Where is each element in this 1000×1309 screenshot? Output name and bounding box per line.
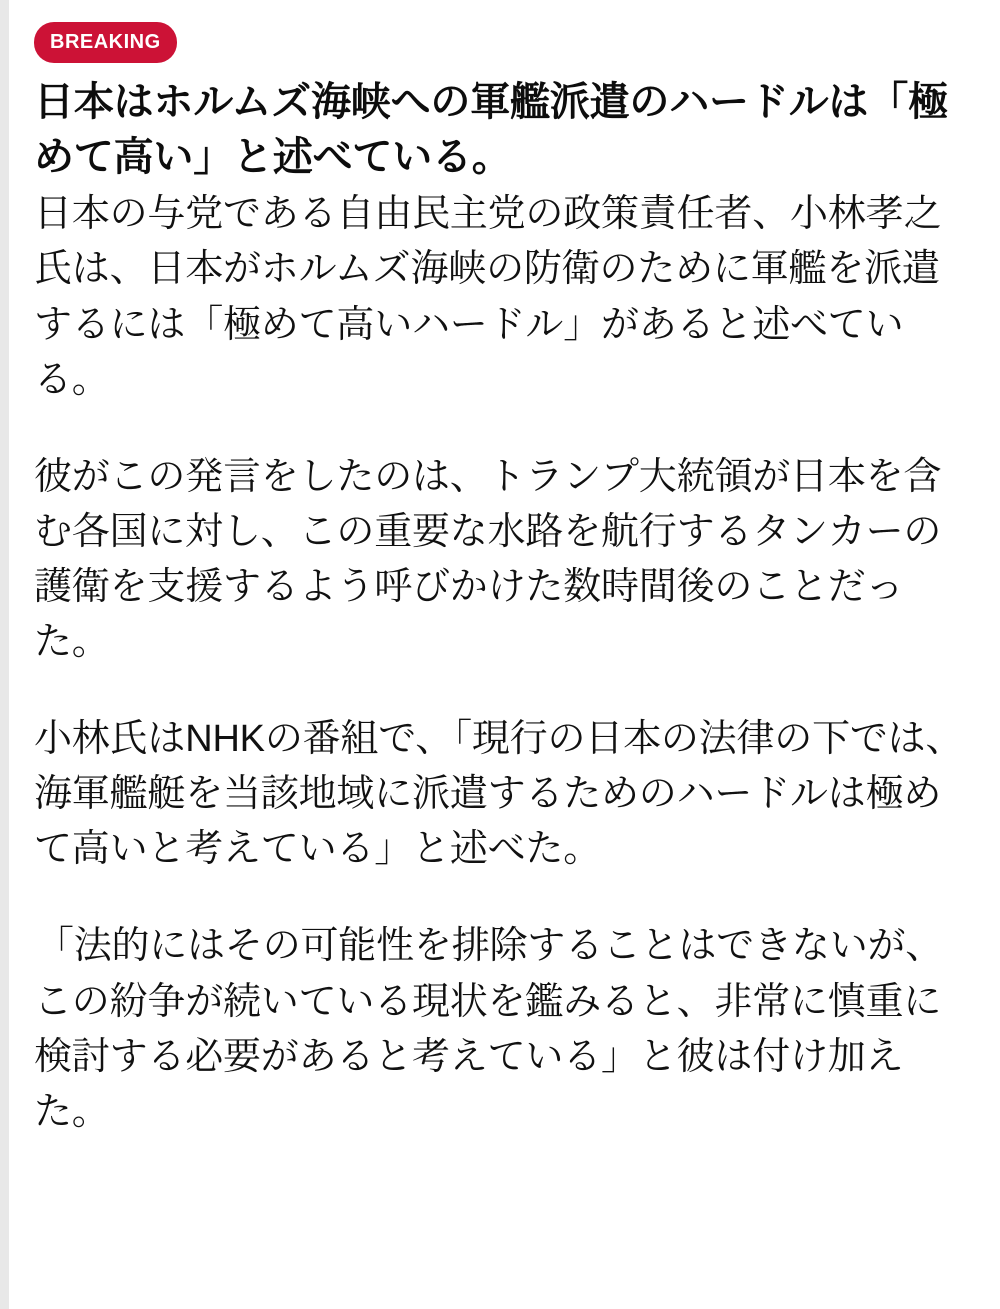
page-title: 日本はホルムズ海峡への軍艦派遣のハードルは「極めて高い」と述べている。 — [34, 80, 948, 180]
status-badge: BREAKING — [34, 22, 177, 63]
left-edge-rail — [0, 0, 9, 1309]
paragraph-spacer-3 — [34, 877, 966, 919]
article-paragraph-2: 彼がこの発言をしたのは、トランプ大統領が日本を含む各国に対し、この重要な水路を航行するタンカーの護衛を支援するよう呼びかけた数時間後のことだった。 — [34, 455, 942, 664]
article-paragraph-3: 小林氏はNHKの番組で、「現行の日本の法律の下では、海軍艦艇を当該地域に派遣するためのハードルは極めて高いと考えている」と述べた。 — [34, 718, 964, 871]
article-paragraph-4: 「法的にはその可能性を排除することはできないが、この紛争が続いている現状を鑑みると、非常に慎重に検討する必要があると考えている」と彼は付け加えた。 — [34, 925, 944, 1133]
article-paragraph-1: 日本の与党である自由民主党の政策責任者、小林孝之氏は、日本がホルムズ海峡の防衛のために軍艦を派遣するには「極めて高いハードル」があると述べている。 — [34, 193, 942, 401]
paragraph-spacer-1 — [34, 408, 966, 450]
paragraph-spacer-2 — [34, 670, 966, 712]
badge-row — [34, 22, 966, 63]
